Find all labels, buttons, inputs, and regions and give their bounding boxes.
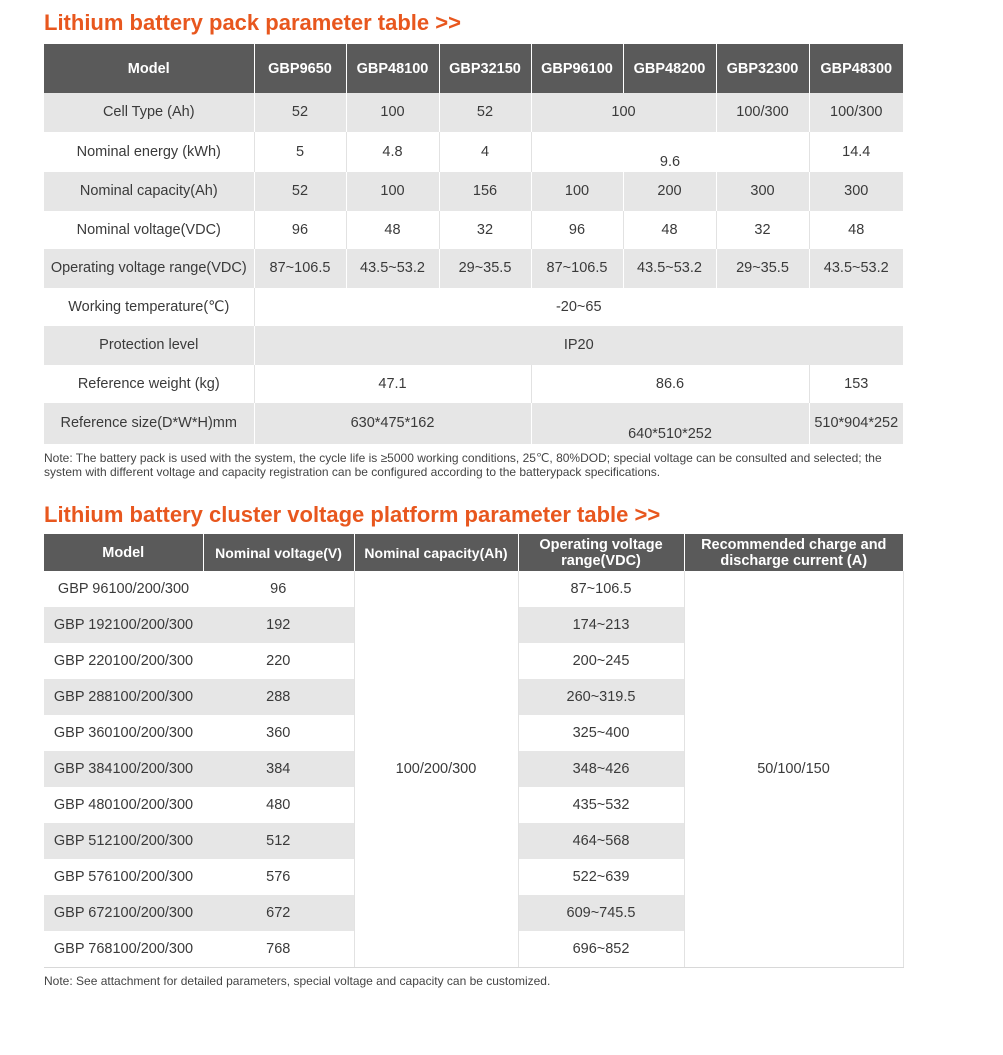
header-cell: GBP32300 [716,44,809,93]
table-cell: 52 [439,93,531,132]
capacity-merged-cell: 100/200/300 [354,571,518,968]
table-cell: 300 [716,172,809,211]
header-cell: Nominal voltage(V) [203,534,354,571]
range-cell: 522~639 [518,859,684,895]
table-cell: 29~35.5 [716,249,809,288]
table-cell: 300 [809,172,903,211]
row-label: Protection level [44,326,254,365]
table-cell: 640*510*252 [531,403,809,444]
header-cell: GBP48100 [346,44,439,93]
voltage-cell: 480 [203,787,354,823]
table-cell: 87~106.5 [254,249,346,288]
row-label: Cell Type (Ah) [44,93,254,132]
model-cell: GBP 288100/200/300 [44,679,203,715]
range-cell: 696~852 [518,931,684,968]
voltage-cell: 288 [203,679,354,715]
row-label: Reference size(D*W*H)mm [44,403,254,444]
table-cell: 47.1 [254,365,531,404]
table-cell: 156 [439,172,531,211]
table-cell: 4.8 [346,132,439,173]
table-row [44,365,903,404]
header-cell: Model [44,44,254,93]
model-cell: GBP 360100/200/300 [44,715,203,751]
table-cell: 32 [716,211,809,250]
model-cell: GBP 96100/200/300 [44,571,203,607]
model-cell: GBP 192100/200/300 [44,607,203,643]
voltage-cell: 512 [203,823,354,859]
header-cell: GBP32150 [439,44,531,93]
table-cell: 100 [531,93,716,132]
range-cell: 200~245 [518,643,684,679]
range-cell: 609~745.5 [518,895,684,931]
table-cell: 153 [809,365,903,404]
table-cell: 100 [531,172,623,211]
row-label: Operating voltage range(VDC) [44,249,254,288]
table-row [44,172,903,211]
table-cell: 86.6 [531,365,809,404]
range-cell: 260~319.5 [518,679,684,715]
table-cell: 200 [623,172,716,211]
range-cell: 435~532 [518,787,684,823]
pack-table-note: Note: The battery pack is used with the system, the cycle life is ≥5000 working conditions, 25℃, 80%DOD; special voltage can be consulted and selected; the system with different voltage and capacity registration can be configured according to the batterypack specifications. [44,451,882,479]
model-cell: GBP 768100/200/300 [44,931,203,968]
header-cell: Operating voltage range(VDC) [518,534,684,571]
table-cell: 32 [439,211,531,250]
table-cell: 5 [254,132,346,173]
range-cell: 87~106.5 [518,571,684,607]
header-cell: Recommended charge and discharge current (A) [684,534,903,571]
pack-table-title: Lithium battery pack parameter table >> [44,10,461,35]
table-cell: 96 [254,211,346,250]
model-cell: GBP 672100/200/300 [44,895,203,931]
table-cell: -20~65 [254,288,903,327]
voltage-cell: 768 [203,931,354,968]
table-cell: 48 [623,211,716,250]
table-row [44,211,903,250]
cluster-table-title: Lithium battery cluster voltage platform parameter table >> [44,502,661,527]
table-cell: 9.6 [531,132,809,173]
table-cell: 510*904*252 [809,403,903,444]
header-cell: GBP48300 [809,44,903,93]
cluster-parameter-table [44,534,904,968]
table-cell: 100/300 [716,93,809,132]
row-label: Nominal voltage(VDC) [44,211,254,250]
voltage-cell: 96 [203,571,354,607]
header-cell: GBP48200 [623,44,716,93]
table-cell: 48 [809,211,903,250]
table-cell: 4 [439,132,531,173]
header-cell: GBP9650 [254,44,346,93]
model-cell: GBP 220100/200/300 [44,643,203,679]
row-label: Working temperature(℃) [44,288,254,327]
current-merged-cell: 50/100/150 [684,571,903,968]
table-row [44,249,903,288]
table-cell: 29~35.5 [439,249,531,288]
table-cell: 100 [346,172,439,211]
pack-parameter-table [44,44,903,444]
voltage-cell: 672 [203,895,354,931]
table-cell: 96 [531,211,623,250]
table-row [44,288,903,327]
row-label: Reference weight (kg) [44,365,254,404]
voltage-cell: 384 [203,751,354,787]
header-cell: GBP96100 [531,44,623,93]
table-row [44,93,903,132]
header-cell: Model [44,534,203,571]
table-cell: 100 [346,93,439,132]
row-label: Nominal energy (kWh) [44,132,254,173]
table-header-row [44,534,903,571]
header-cell: Nominal capacity(Ah) [354,534,518,571]
cluster-table-note: Note: See attachment for detailed parameters, special voltage and capacity can be customized. [44,974,551,988]
table-cell: 100/300 [809,93,903,132]
table-cell: 43.5~53.2 [346,249,439,288]
table-cell: 630*475*162 [254,403,531,444]
model-cell: GBP 480100/200/300 [44,787,203,823]
table-cell: 48 [346,211,439,250]
table-header-row [44,44,903,93]
table-cell: 43.5~53.2 [809,249,903,288]
table-cell: 43.5~53.2 [623,249,716,288]
table-row [44,403,903,444]
model-cell: GBP 384100/200/300 [44,751,203,787]
voltage-cell: 192 [203,607,354,643]
model-cell: GBP 512100/200/300 [44,823,203,859]
range-cell: 464~568 [518,823,684,859]
table-row [44,571,903,607]
voltage-cell: 576 [203,859,354,895]
range-cell: 348~426 [518,751,684,787]
table-cell: 87~106.5 [531,249,623,288]
voltage-cell: 360 [203,715,354,751]
table-cell: 14.4 [809,132,903,173]
table-cell: 52 [254,172,346,211]
voltage-cell: 220 [203,643,354,679]
table-cell: 52 [254,93,346,132]
range-cell: 174~213 [518,607,684,643]
table-cell: IP20 [254,326,903,365]
table-row [44,132,903,173]
range-cell: 325~400 [518,715,684,751]
table-row [44,326,903,365]
row-label: Nominal capacity(Ah) [44,172,254,211]
model-cell: GBP 576100/200/300 [44,859,203,895]
